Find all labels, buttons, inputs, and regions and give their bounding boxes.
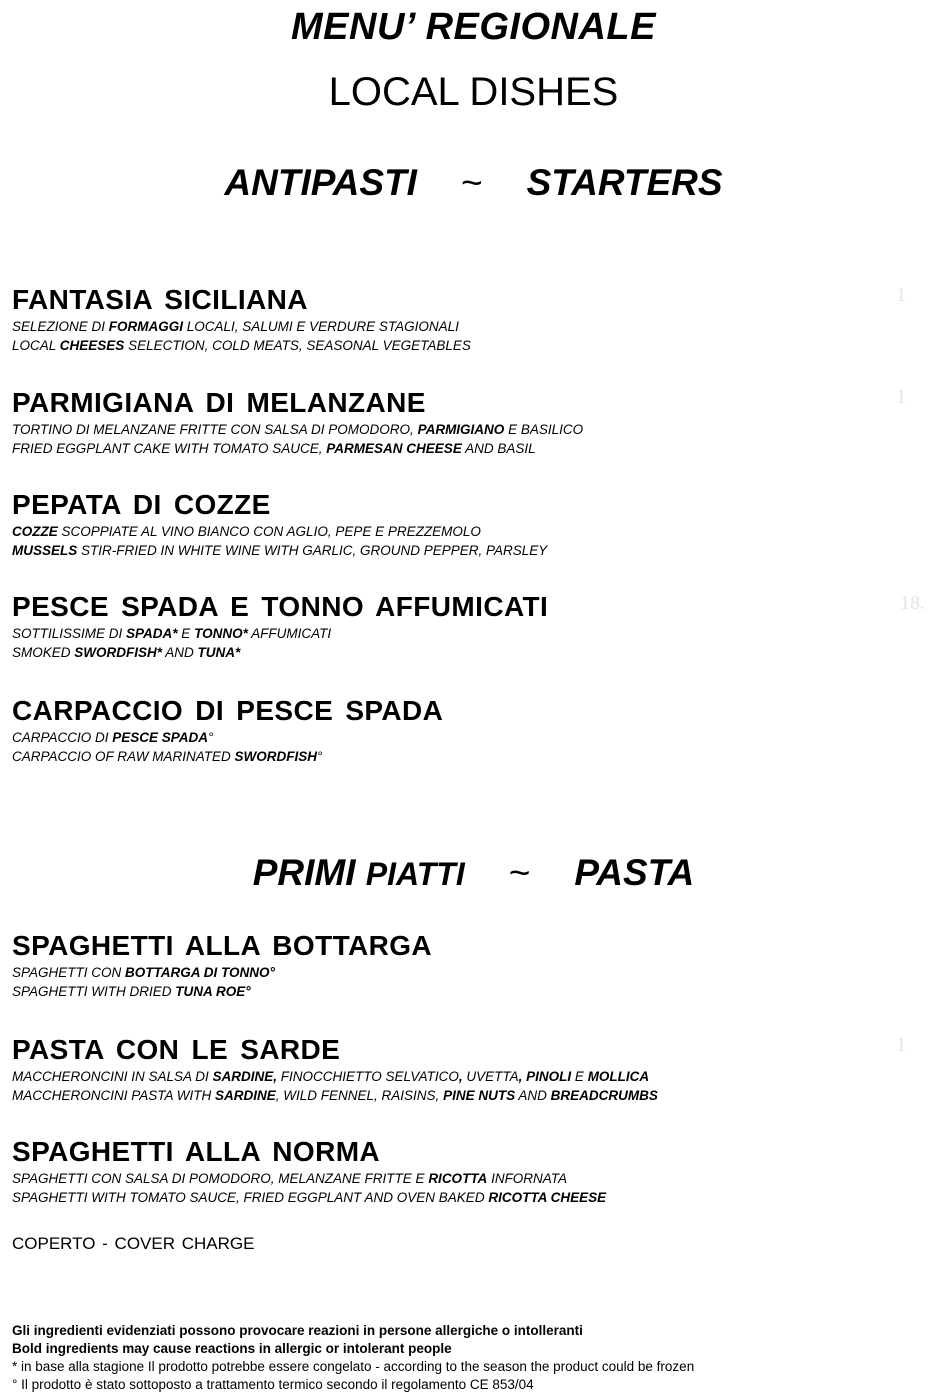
description-text: SELECTION, COLD MEATS, SEASONAL VEGETABLES [124, 338, 471, 353]
allergen-ingredient: PINOLI [526, 1069, 572, 1084]
allergen-ingredient: PARMIGIANO [417, 422, 505, 437]
faint-price: 1 [896, 284, 906, 306]
allergen-ingredient: MUSSELS [12, 543, 78, 558]
description-text: CARPACCIO DI [12, 730, 113, 745]
description-text: SOTTILISSIME DI [12, 626, 127, 641]
dish-pepata-di-cozze [12, 488, 547, 560]
allergen-ingredient: SARDINE, [212, 1069, 278, 1084]
allergen-note-english: Bold ingredients may cause reactions in allergic or intolerant people [12, 1341, 452, 1356]
dish-description-english [12, 643, 548, 662]
allergen-ingredient: SWORDFISH* [74, 645, 163, 660]
section-separator: ~ [508, 852, 531, 893]
dish-fantasia-siciliana [12, 283, 471, 355]
dish-spaghetti-alla-norma [12, 1135, 606, 1207]
description-text: LOCAL [12, 338, 60, 353]
description-text: AND [162, 645, 198, 660]
dish-description-italian [12, 1067, 658, 1086]
cover-charge: COPERTO - COVER CHARGE [12, 1234, 255, 1253]
dish-parmigiana-di-melanzane [12, 386, 583, 458]
dish-name: SPAGHETTI ALLA NORMA [12, 1136, 381, 1167]
description-text: FRIED EGGPLANT CAKE WITH TOMATO SAUCE, [12, 441, 327, 456]
section-heading-starters [0, 162, 947, 204]
description-text: ° [317, 749, 323, 764]
dish-description-english [12, 1188, 606, 1207]
allergen-ingredient: FORMAGGI [108, 319, 184, 334]
dish-description-italian [12, 420, 583, 439]
description-text: E BASILICO [504, 422, 584, 437]
description-text: E [571, 1069, 588, 1084]
dish-spaghetti-alla-bottarga [12, 929, 432, 1001]
description-text: SMOKED [12, 645, 75, 660]
allergen-ingredient: SPADA* [126, 626, 178, 641]
allergen-ingredient: TUNA ROE° [175, 984, 251, 999]
dish-pasta-con-le-sarde [12, 1033, 658, 1105]
dish-carpaccio-di-pesce-spada [12, 694, 443, 766]
dish-pesce-spada-e-tonno-affumicati [12, 590, 548, 662]
dish-name: PEPATA DI COZZE [12, 489, 271, 520]
allergen-ingredient: SWORDFISH [234, 749, 318, 764]
dish-name: SPAGHETTI ALLA BOTTARGA [12, 930, 433, 961]
dish-description-italian [12, 963, 432, 982]
description-text: , WILD FENNEL, RAISINS, [275, 1088, 444, 1103]
dish-description-english [12, 439, 583, 458]
faint-price: 1 [896, 386, 906, 408]
description-text: MACCHERONCINI PASTA WITH [12, 1088, 216, 1103]
dish-name: CARPACCIO DI PESCE SPADA [12, 695, 444, 726]
description-text: SPAGHETTI WITH TOMATO SAUCE, FRIED EGGPLANT AND OVEN BAKED [12, 1190, 489, 1205]
allergen-ingredient: MOLLICA [587, 1069, 650, 1084]
allergen-ingredient: TUNA* [197, 645, 241, 660]
dish-description-italian [12, 624, 548, 643]
allergen-ingredient: PINE NUTS [443, 1088, 516, 1103]
description-text: INFORNATA [487, 1171, 568, 1186]
dish-description-english [12, 982, 432, 1001]
description-text: AFFUMICATI [247, 626, 332, 641]
description-text: SCOPPIATE AL VINO BIANCO CON AGLIO, PEPE E PREZZEMOLO [57, 524, 481, 539]
description-text: FINOCCHIETTO SELVATICO [277, 1069, 459, 1084]
dish-name: PASTA CON LE SARDE [12, 1034, 341, 1065]
description-text: SELEZIONE DI [12, 319, 109, 334]
description-text: LOCALI, SALUMI E VERDURE STAGIONALI [183, 319, 459, 334]
dish-description-english [12, 747, 443, 766]
description-text: SPAGHETTI WITH DRIED [12, 984, 176, 999]
allergen-ingredient: , [518, 1069, 523, 1084]
allergen-ingredient: COZZE [12, 524, 58, 539]
allergen-ingredient: BREADCRUMBS [550, 1088, 658, 1103]
dish-description-italian [12, 728, 443, 747]
dish-description-italian [12, 1169, 606, 1188]
dish-description-english [12, 1086, 658, 1105]
allergen-ingredient: PARMESAN CHEESE [326, 441, 462, 456]
section-title-italian-small: PIATTI [365, 856, 465, 892]
dish-description-english [12, 541, 547, 560]
dish-description-english [12, 336, 471, 355]
section-title-english: STARTERS [526, 162, 723, 203]
description-text: MACCHERONCINI IN SALSA DI [12, 1069, 213, 1084]
heat-treatment-note: ° Il prodotto è stato sottoposto a trattamento termico secondo il regolamento CE 853/04 [12, 1377, 534, 1392]
allergen-ingredient: RICOTTA [428, 1171, 488, 1186]
dish-name: PARMIGIANA DI MELANZANE [12, 387, 426, 418]
description-text: AND [515, 1088, 551, 1103]
allergen-ingredient: PESCE SPADA [112, 730, 209, 745]
description-text: SPAGHETTI CON SALSA DI POMODORO, MELANZANE FRITTE E [12, 1171, 429, 1186]
allergen-ingredient: BOTTARGA DI TONNO° [125, 965, 275, 980]
faint-price: 1 [896, 1034, 906, 1056]
description-text: CARPACCIO OF RAW MARINATED [12, 749, 235, 764]
allergen-ingredient: TONNO* [194, 626, 248, 641]
section-heading-pasta [0, 852, 947, 894]
description-text: UVETTA [462, 1069, 519, 1084]
allergen-footer [12, 1322, 694, 1394]
dish-name: PESCE SPADA E TONNO AFFUMICATI [12, 591, 549, 622]
dish-description-italian [12, 317, 471, 336]
allergen-ingredient: SARDINE [215, 1088, 276, 1103]
frozen-product-note: * in base alla stagione Il prodotto potrebbe essere congelato - according to the season the product could be frozen [12, 1359, 695, 1374]
section-title-italian: ANTIPASTI [224, 162, 417, 203]
faint-price: 18. [900, 592, 925, 614]
allergen-ingredient: RICOTTA CHEESE [488, 1190, 607, 1205]
section-title-italian: PRIMI [252, 852, 356, 893]
description-text: AND BASIL [461, 441, 536, 456]
description-text: SPAGHETTI CON [12, 965, 126, 980]
dish-description-italian [12, 522, 547, 541]
dish-name: FANTASIA SICILIANA [12, 284, 308, 315]
description-text: ° [208, 730, 214, 745]
menu-title-english: LOCAL DISHES [328, 70, 619, 114]
allergen-note-italian: Gli ingredienti evidenziati possono provocare reazioni in persone allergiche o intolleranti [12, 1323, 583, 1338]
section-title-english: PASTA [574, 852, 695, 893]
description-text: TORTINO DI MELANZANE FRITTE CON SALSA DI POMODORO, [12, 422, 418, 437]
menu-title-italian: MENU’ REGIONALE [291, 6, 656, 48]
description-text: E [177, 626, 195, 641]
allergen-ingredient: , [458, 1069, 463, 1084]
allergen-ingredient: CHEESES [59, 338, 125, 353]
description-text: STIR-FRIED IN WHITE WINE WITH GARLIC, GROUND PEPPER, PARSLEY [77, 543, 548, 558]
section-separator: ~ [460, 162, 483, 203]
